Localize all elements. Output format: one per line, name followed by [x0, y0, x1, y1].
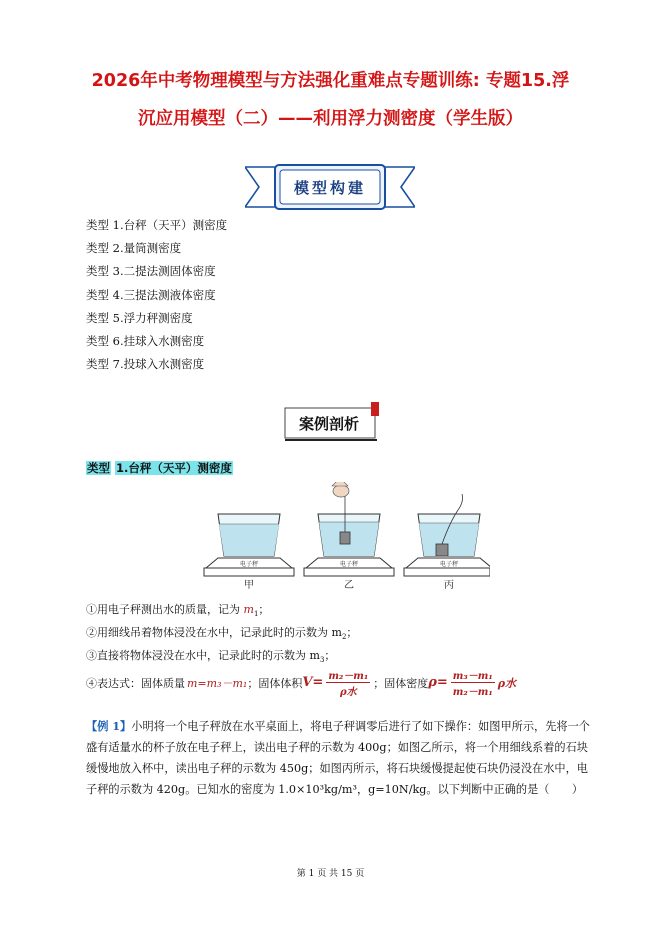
- category-prefix: 类型: [87, 461, 110, 475]
- example-text: 小明将一个电子秤放在水平桌面上，将电子秤调零后进行了如下操作：如图甲所示，先将一个盛有适量水的杯子放在电子秤上，读出电子秤的示数为 400g；如图乙所示，将一个用细线系着的石块缓慢地放入杯中，读出电子秤的示数为 450g；如图丙所示，将石块缓慢提起使石块仍浸没在水中，电子秤的示数为 420g。已知水的密度为 1.0×10³kg/m³，g=10N/kg。以下判断中正确的是（ ）: [86, 720, 590, 796]
- type-item: 类型 5.浮力秤测密度: [86, 310, 193, 325]
- example-1: [86, 716, 596, 800]
- volume-label: ；固体体积: [247, 676, 303, 690]
- caption-jia: 甲: [244, 580, 254, 591]
- type-item: 类型 6.挂球入水测密度: [86, 334, 205, 349]
- experiment-figure: [200, 482, 490, 594]
- mass-formula: m=m₃－m₁: [187, 676, 248, 690]
- setup-bing: [404, 494, 490, 591]
- caption-yi: 乙: [344, 580, 354, 591]
- type-list: [86, 214, 227, 376]
- document-title: [30, 62, 631, 138]
- step-2: ②用细线吊着物体浸没在水中，记录此时的示数为 $m_2$；: [86, 626, 358, 642]
- volume-fraction: $\frac{\text{m₂－m₁}}{\text{ρ水}}$: [326, 667, 370, 698]
- model-building-banner: [245, 162, 415, 212]
- step-1: ①用电子秤测出水的质量，记为 $m_1$；: [86, 603, 270, 619]
- title-line-1: 2026年中考物理模型与方法强化重难点专题训练: 专题15.浮: [91, 71, 570, 91]
- type-item: 类型 1.台秤（天平）测密度: [86, 218, 228, 232]
- category-label: 1.台秤（天平）测密度: [116, 461, 232, 475]
- title-line-2: 沉应用模型（二）——利用浮力测密度（学生版）: [138, 109, 523, 129]
- example-tag: 【例 1】: [86, 719, 132, 733]
- banner-model-text: 模型构建: [293, 179, 367, 197]
- scale-label: 电子秤: [439, 561, 459, 568]
- expr-prefix: ④表达式：固体质量: [86, 676, 185, 690]
- scale-label: 电子秤: [239, 561, 259, 568]
- page-footer: 第 1 页 共 15 页: [296, 869, 365, 879]
- rho-water: ρ水: [497, 676, 517, 690]
- case-banner-text: 案例剖析: [298, 415, 360, 433]
- step-3: ③直接将物体浸没在水中，记录此时的示数为 $m_3$；: [86, 649, 336, 665]
- setup-jia: [204, 514, 294, 591]
- density-symbol: ρ=: [428, 675, 448, 690]
- type-item: 类型 7.投球入水测密度: [86, 357, 205, 372]
- scale-label: 电子秤: [339, 561, 359, 568]
- density-fraction: $\frac{\text{m₃－m₁}}{\text{m₂－m₁}}$: [451, 667, 495, 698]
- setup-yi: [304, 482, 394, 591]
- type-item: 类型 4.三提法测液体密度: [86, 287, 216, 302]
- category-heading: [86, 460, 233, 476]
- caption-bing: 丙: [444, 580, 454, 591]
- volume-symbol: V=: [302, 675, 324, 690]
- case-analysis-banner: [283, 402, 383, 442]
- type-item: 类型 2.量筒测密度: [86, 241, 182, 256]
- type-item: 类型 3.二提法测固体密度: [86, 264, 216, 279]
- expression-line: [86, 667, 516, 698]
- density-label: ；固体密度: [373, 676, 429, 690]
